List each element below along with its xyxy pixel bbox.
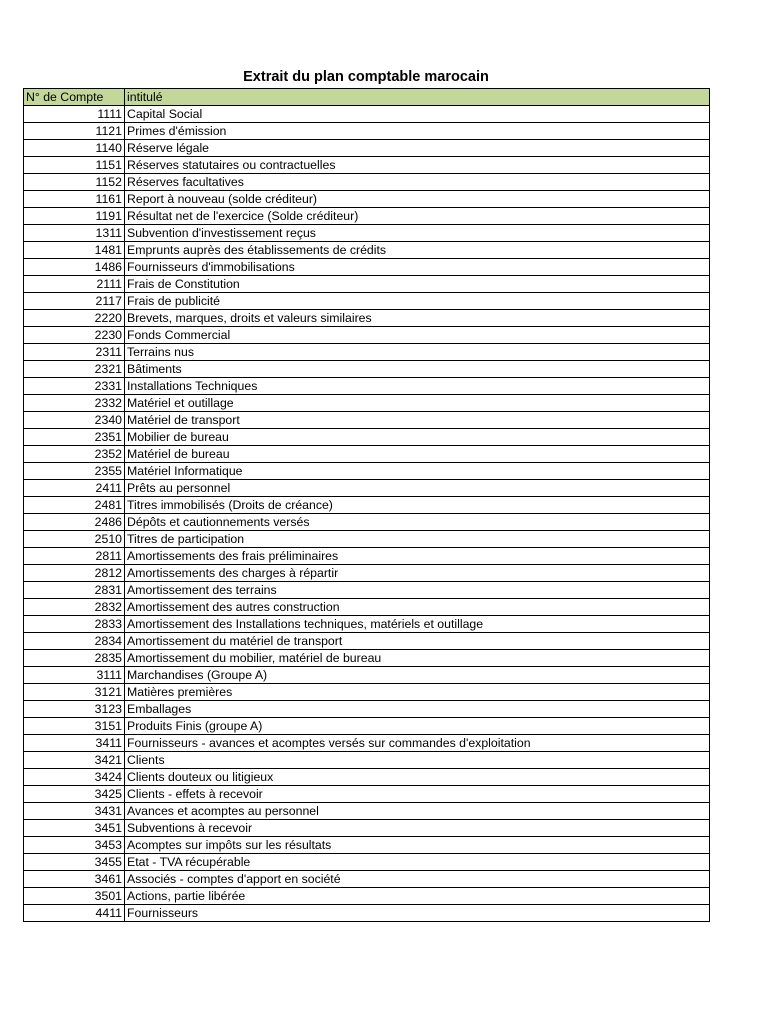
account-number-cell: 2832	[24, 599, 125, 616]
account-label-cell: Installations Techniques	[125, 378, 710, 395]
account-label-cell: Matériel de transport	[125, 412, 710, 429]
table-row	[24, 667, 710, 684]
table-row	[24, 820, 710, 837]
table-row	[24, 769, 710, 786]
account-label-cell: Amortissement du matériel de transport	[125, 633, 710, 650]
table-row	[24, 905, 710, 922]
table-row	[24, 463, 710, 480]
document-title: Extrait du plan comptable marocain	[243, 69, 489, 85]
table-row	[24, 276, 710, 293]
table-row	[24, 242, 710, 259]
table-row	[24, 157, 710, 174]
account-label-cell: Brevets, marques, droits et valeurs similaires	[125, 310, 710, 327]
account-label-cell: Amortissements des charges à répartir	[125, 565, 710, 582]
account-number-cell: 3451	[24, 820, 125, 837]
account-number-cell: 2230	[24, 327, 125, 344]
account-number-cell: 3424	[24, 769, 125, 786]
account-number-cell: 2311	[24, 344, 125, 361]
table-row	[24, 633, 710, 650]
table-row	[24, 361, 710, 378]
accounts-table-body	[24, 106, 710, 922]
account-number-cell: 3411	[24, 735, 125, 752]
table-row	[24, 225, 710, 242]
account-label-cell: Matériel de bureau	[125, 446, 710, 463]
table-row	[24, 565, 710, 582]
account-label-cell: Frais de Constitution	[125, 276, 710, 293]
account-number-cell: 1486	[24, 259, 125, 276]
account-number-cell: 2321	[24, 361, 125, 378]
account-number-cell: 2411	[24, 480, 125, 497]
table-row	[24, 497, 710, 514]
account-number-cell: 3421	[24, 752, 125, 769]
account-label-cell: Amortissement des autres construction	[125, 599, 710, 616]
account-number-cell: 2340	[24, 412, 125, 429]
table-row	[24, 429, 710, 446]
account-number-cell: 2220	[24, 310, 125, 327]
account-label-cell: Subvention d'investissement reçus	[125, 225, 710, 242]
account-label-cell: Report à nouveau (solde créditeur)	[125, 191, 710, 208]
account-label-cell: Amortissement du mobilier, matériel de bureau	[125, 650, 710, 667]
table-row	[24, 123, 710, 140]
account-label-cell: Fournisseurs d'immobilisations	[125, 259, 710, 276]
account-label-cell: Matières premières	[125, 684, 710, 701]
account-number-cell: 1121	[24, 123, 125, 140]
table-row	[24, 548, 710, 565]
table-row	[24, 378, 710, 395]
account-label-cell: Réserves statutaires ou contractuelles	[125, 157, 710, 174]
table-row	[24, 395, 710, 412]
account-label-cell: Résultat net de l'exercice (Solde créditeur)	[125, 208, 710, 225]
account-label-cell: Prêts au personnel	[125, 480, 710, 497]
account-number-cell: 3455	[24, 854, 125, 871]
table-row	[24, 701, 710, 718]
table-row	[24, 616, 710, 633]
table-row	[24, 786, 710, 803]
account-label-cell: Matériel et outillage	[125, 395, 710, 412]
table-row	[24, 599, 710, 616]
account-number-cell: 3121	[24, 684, 125, 701]
account-number-cell: 3111	[24, 667, 125, 684]
account-number-cell: 2355	[24, 463, 125, 480]
account-number-cell: 2117	[24, 293, 125, 310]
account-number-cell: 3461	[24, 871, 125, 888]
table-row	[24, 344, 710, 361]
account-label-cell: Emballages	[125, 701, 710, 718]
account-number-cell: 3123	[24, 701, 125, 718]
account-label-cell: Subventions à recevoir	[125, 820, 710, 837]
table-row	[24, 412, 710, 429]
account-number-cell: 3431	[24, 803, 125, 820]
account-label-cell: Produits Finis (groupe A)	[125, 718, 710, 735]
accounts-table	[23, 88, 710, 922]
account-label-cell: Mobilier de bureau	[125, 429, 710, 446]
account-label-cell: Fournisseurs - avances et acomptes versés sur commandes d'exploitation	[125, 735, 710, 752]
account-label-cell: Emprunts auprès des établissements de crédits	[125, 242, 710, 259]
account-label-cell: Marchandises (Groupe A)	[125, 667, 710, 684]
account-label-cell: Clients - effets à recevoir	[125, 786, 710, 803]
header-label: intitulé	[125, 89, 710, 106]
account-number-cell: 2811	[24, 548, 125, 565]
table-row	[24, 208, 710, 225]
table-row	[24, 106, 710, 123]
account-number-cell: 2331	[24, 378, 125, 395]
table-row	[24, 735, 710, 752]
account-number-cell: 1311	[24, 225, 125, 242]
account-label-cell: Bâtiments	[125, 361, 710, 378]
table-row	[24, 310, 710, 327]
account-number-cell: 3501	[24, 888, 125, 905]
table-row	[24, 174, 710, 191]
table-row	[24, 650, 710, 667]
table-row	[24, 803, 710, 820]
account-label-cell: Etat - TVA récupérable	[125, 854, 710, 871]
account-number-cell: 2835	[24, 650, 125, 667]
account-number-cell: 3425	[24, 786, 125, 803]
account-number-cell: 3151	[24, 718, 125, 735]
account-label-cell: Acomptes sur impôts sur les résultats	[125, 837, 710, 854]
account-label-cell: Fonds Commercial	[125, 327, 710, 344]
account-label-cell: Frais de publicité	[125, 293, 710, 310]
account-label-cell: Titres immobilisés (Droits de créance)	[125, 497, 710, 514]
table-row	[24, 531, 710, 548]
account-number-cell: 1161	[24, 191, 125, 208]
account-label-cell: Clients	[125, 752, 710, 769]
account-label-cell: Capital Social	[125, 106, 710, 123]
account-number-cell: 2111	[24, 276, 125, 293]
account-number-cell: 2352	[24, 446, 125, 463]
account-label-cell: Amortissements des frais préliminaires	[125, 548, 710, 565]
account-number-cell: 2351	[24, 429, 125, 446]
account-number-cell: 1481	[24, 242, 125, 259]
account-number-cell: 2481	[24, 497, 125, 514]
table-row	[24, 259, 710, 276]
account-label-cell: Dépôts et cautionnements versés	[125, 514, 710, 531]
table-row	[24, 837, 710, 854]
account-number-cell: 2833	[24, 616, 125, 633]
account-label-cell: Primes d'émission	[125, 123, 710, 140]
account-label-cell: Associés - comptes d'apport en société	[125, 871, 710, 888]
table-row	[24, 684, 710, 701]
table-row	[24, 718, 710, 735]
table-row	[24, 514, 710, 531]
account-number-cell: 2486	[24, 514, 125, 531]
account-number-cell: 1152	[24, 174, 125, 191]
account-label-cell: Actions, partie libérée	[125, 888, 710, 905]
account-number-cell: 4411	[24, 905, 125, 922]
table-row	[24, 854, 710, 871]
account-label-cell: Avances et acomptes au personnel	[125, 803, 710, 820]
header-account-number: N° de Compte	[24, 89, 125, 106]
table-row	[24, 752, 710, 769]
table-row	[24, 327, 710, 344]
table-row	[24, 871, 710, 888]
account-label-cell: Réserves facultatives	[125, 174, 710, 191]
account-number-cell: 2510	[24, 531, 125, 548]
table-header-row	[24, 89, 710, 106]
account-number-cell: 2812	[24, 565, 125, 582]
account-number-cell: 1151	[24, 157, 125, 174]
account-number-cell: 1140	[24, 140, 125, 157]
account-label-cell: Amortissement des Installations techniques, matériels et outillage	[125, 616, 710, 633]
account-number-cell: 1111	[24, 106, 125, 123]
account-label-cell: Terrains nus	[125, 344, 710, 361]
table-row	[24, 446, 710, 463]
account-number-cell: 3453	[24, 837, 125, 854]
account-label-cell: Amortissement des terrains	[125, 582, 710, 599]
table-row	[24, 293, 710, 310]
account-number-cell: 2834	[24, 633, 125, 650]
account-label-cell: Titres de participation	[125, 531, 710, 548]
table-row	[24, 480, 710, 497]
account-number-cell: 1191	[24, 208, 125, 225]
table-row	[24, 888, 710, 905]
account-number-cell: 2831	[24, 582, 125, 599]
account-number-cell: 2332	[24, 395, 125, 412]
table-row	[24, 191, 710, 208]
account-label-cell: Réserve légale	[125, 140, 710, 157]
table-row	[24, 140, 710, 157]
account-label-cell: Clients douteux ou litigieux	[125, 769, 710, 786]
table-row	[24, 582, 710, 599]
account-label-cell: Fournisseurs	[125, 905, 710, 922]
account-label-cell: Matériel Informatique	[125, 463, 710, 480]
